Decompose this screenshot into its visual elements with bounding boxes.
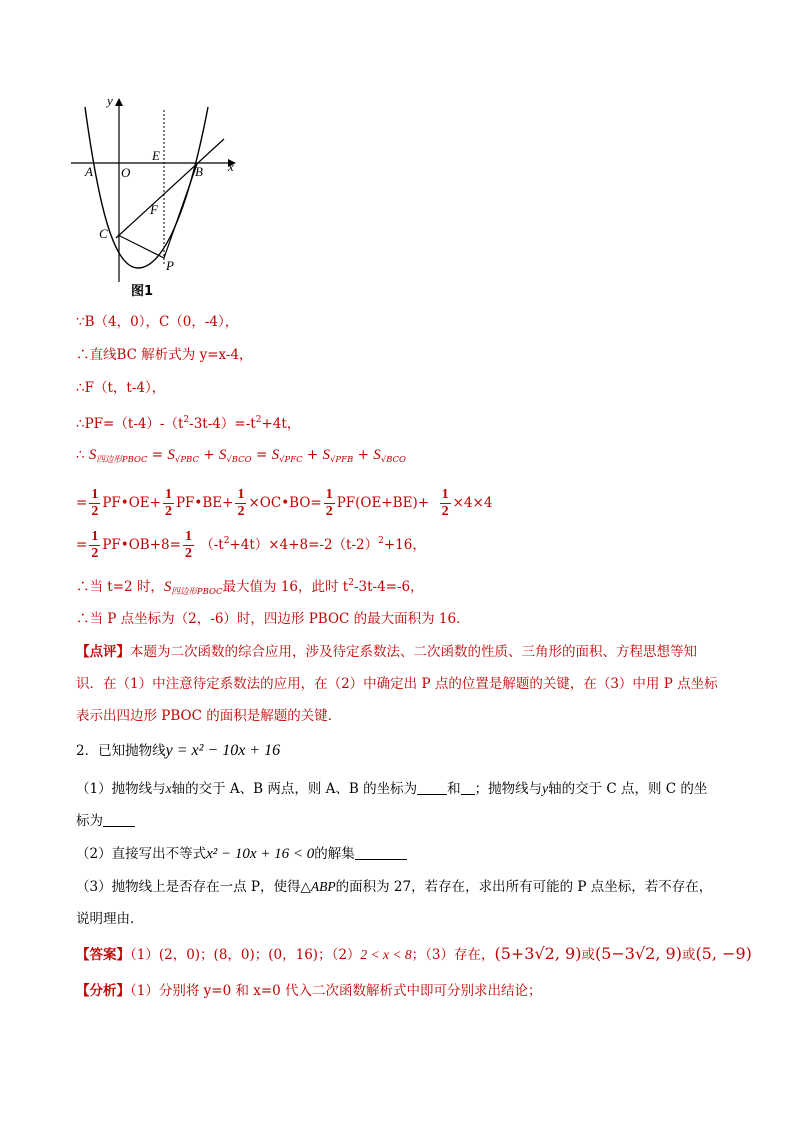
label-f: F: [150, 202, 158, 217]
label-p: P: [166, 258, 174, 273]
answer-point-1: (5+3√2, 9): [494, 944, 582, 963]
s-quad: S: [88, 447, 97, 463]
eq-start-7: =: [76, 537, 88, 553]
l8-part-a: ∴当 t=2 时，: [76, 579, 164, 595]
answer-point-2: (5−3√2, 9): [594, 944, 682, 963]
plus-1: +: [203, 447, 215, 463]
fraction-half-3: $\frac{1}{2}$: [237, 487, 245, 519]
problem2-part3-cont: 说明理由．: [76, 911, 144, 927]
answer-or-2: 或: [681, 947, 696, 963]
l6-part-e: PF(OE+BE)+: [336, 495, 430, 511]
answer-text-b: ；（3）存在，: [411, 947, 495, 963]
fraction-half-5: $\frac{1}{2}$: [441, 487, 449, 519]
s-pfc-sub: √PFC: [279, 455, 303, 465]
p1-x: x: [165, 781, 172, 796]
figure-caption: 图1: [131, 284, 154, 299]
problem2-intro: 2．已知抛物线: [76, 743, 166, 759]
blank-c: [103, 812, 135, 827]
s-bco-sub: √BCO: [226, 455, 252, 465]
answer-or-1: 或: [581, 947, 595, 963]
blank-b: [461, 780, 475, 795]
l7-part-c: （-t: [200, 537, 224, 553]
p1-text-e: 轴的交于 C 点，则 C 的坐: [548, 781, 708, 797]
eq-1: =: [151, 447, 164, 463]
label-x: x: [228, 159, 234, 174]
p2-text-a: （2）直接写出不等式: [76, 846, 207, 862]
solution-line-1: ∵B（4，0），C（0，-4），: [76, 314, 239, 330]
review-text-1: 本题为二次函数的综合应用，涉及待定系数法、二次函数的性质、三角形的面积、方程思想等知: [130, 644, 697, 660]
s-bco-2-sub: √BCO: [380, 455, 406, 465]
fraction-half-1: $\frac{1}{2}$: [91, 487, 99, 519]
p1-text-d: ；抛物线与: [474, 781, 543, 797]
solution-line-6: [76, 485, 492, 521]
fraction-half-2: $\frac{1}{2}$: [164, 487, 172, 519]
l7-part-e: +16，: [383, 537, 426, 553]
solution-line-7: [76, 523, 426, 563]
s-quad-sub: 四边形PBOC: [96, 455, 148, 465]
fraction-half-6: $\frac{1}{2}$: [91, 529, 99, 561]
parabola-diagram: [68, 92, 248, 302]
analysis-tag: 【分析】: [76, 983, 130, 999]
s-pbc: S: [167, 447, 175, 463]
p2-text-b: 的解集: [314, 846, 355, 862]
therefore-symbol: ∴: [76, 447, 85, 463]
label-a: A: [85, 164, 93, 179]
plus-3: +: [357, 447, 369, 463]
s-bco: S: [218, 447, 227, 463]
answer-tag: 【答案】: [76, 947, 130, 963]
blank-d: [355, 845, 407, 860]
eq-2: =: [255, 447, 268, 463]
solution-line-2: ∴直线BC 解析式为 y=x-4，: [76, 347, 253, 363]
parabola-curve: [85, 107, 208, 268]
problem2-part2: [76, 844, 407, 864]
line-bc: [116, 139, 224, 238]
l7-part-d: +4t）×4+8=-2（t-2）: [229, 537, 379, 553]
l6-part-b: PF•OE+: [102, 495, 161, 511]
l8-sup: 2: [348, 578, 354, 588]
solution-line-3: ∴F（t，t-4），: [76, 380, 166, 396]
s-pfb-sub: √PFB: [330, 455, 354, 465]
review-tag: 【点评】: [76, 644, 130, 660]
s-quad-2-sub: 四边形PBOC: [171, 587, 223, 597]
l8-part-c: -3t-4=-6，: [353, 579, 424, 595]
y-axis-arrow: [115, 98, 123, 106]
s-quad-2: S: [163, 579, 172, 595]
l6-part-c: PF•BE+: [175, 495, 234, 511]
problem2-part1: [76, 779, 707, 799]
answer-text-a: （1）(2，0)；(8，0)；(0，16)；（2）: [130, 947, 361, 963]
label-c: C: [99, 226, 108, 241]
fraction-half-4: $\frac{1}{2}$: [325, 487, 333, 519]
eq-start-6: =: [76, 495, 88, 511]
problem2-part3: [76, 877, 712, 897]
solution-line-5: [76, 445, 406, 470]
blank-a: [417, 780, 447, 795]
l6-part-d: ×OC•BO=: [248, 495, 322, 511]
label-b: B: [195, 164, 203, 179]
label-o: O: [121, 165, 131, 180]
s-bco-2: S: [373, 447, 381, 463]
pf-sup-2: 2: [255, 415, 262, 425]
problem2-stem: [76, 741, 280, 761]
p1-text-a: （1）抛物线与: [76, 781, 166, 797]
label-y: y: [107, 93, 113, 108]
l7-sup-2: 2: [378, 536, 384, 546]
problem2-equation: y = x² − 10x + 16: [165, 742, 281, 759]
p1-text-f: 标为: [76, 813, 103, 829]
pf-sup-1: 2: [183, 415, 190, 425]
answer-ineq: 2 < x < 8: [360, 947, 412, 962]
fraction-half-7: $\frac{1}{2}$: [184, 529, 192, 561]
p3-abp: ABP: [310, 879, 336, 894]
answer-line: [76, 944, 752, 965]
segment-cp: [118, 235, 164, 258]
p1-y: y: [542, 781, 549, 796]
l6-part-f: ×4×4: [452, 495, 493, 511]
p3-text-b: 的面积为 27，若存在，求出所有可能的 P 点坐标，若不存在，: [335, 879, 713, 895]
pf-expr-c: +4t，: [261, 416, 301, 432]
solution-line-4: [76, 410, 300, 434]
p1-text-c: 和: [447, 781, 461, 797]
pf-expr-a: ∴PF=（t-4）-（t: [76, 416, 184, 432]
solution-line-8: [76, 573, 424, 602]
p3-text-a: （3）抛物线上是否存在一点 P，使得△: [76, 879, 311, 895]
review-line-1: [76, 642, 697, 662]
figure-1: [68, 92, 248, 302]
solution-line-9: ∴当 P 点坐标为（2，-6）时，四边形 PBOC 的最大面积为 16．: [76, 611, 470, 627]
pf-expr-b: -3t-4）=-t: [189, 416, 256, 432]
s-pfc: S: [271, 447, 280, 463]
s-pbc-sub: √PBC: [174, 455, 199, 465]
l7-part-b: PF•OB+8=: [102, 537, 181, 553]
s-pfb: S: [322, 447, 331, 463]
problem2-part1-cont: [76, 811, 135, 831]
l8-part-b: 最大值为 16，此时 t: [222, 579, 349, 595]
plus-2: +: [306, 447, 319, 463]
l7-sup-1: 2: [223, 536, 230, 546]
label-e: E: [152, 148, 160, 163]
analysis-text-1: （1）分别将 y=0 和 x=0 代入二次函数解析式中即可分别求出结论；: [130, 983, 542, 999]
p2-inequality: x² − 10x + 16 < 0: [206, 846, 315, 862]
answer-point-3: (5, −9): [695, 944, 752, 963]
review-line-3: 表示出四边形 PBOC 的面积是解题的关键．: [76, 708, 342, 724]
p1-text-b: 轴的交于 A、B 两点，则 A、B 的坐标为: [171, 781, 418, 797]
review-line-2: 识．在（1）中注意待定系数法的应用，在（2）中确定出 P 点的位置是解题的关键，在（3）中用 P 点坐标: [76, 676, 718, 692]
analysis-line: [76, 981, 542, 1001]
